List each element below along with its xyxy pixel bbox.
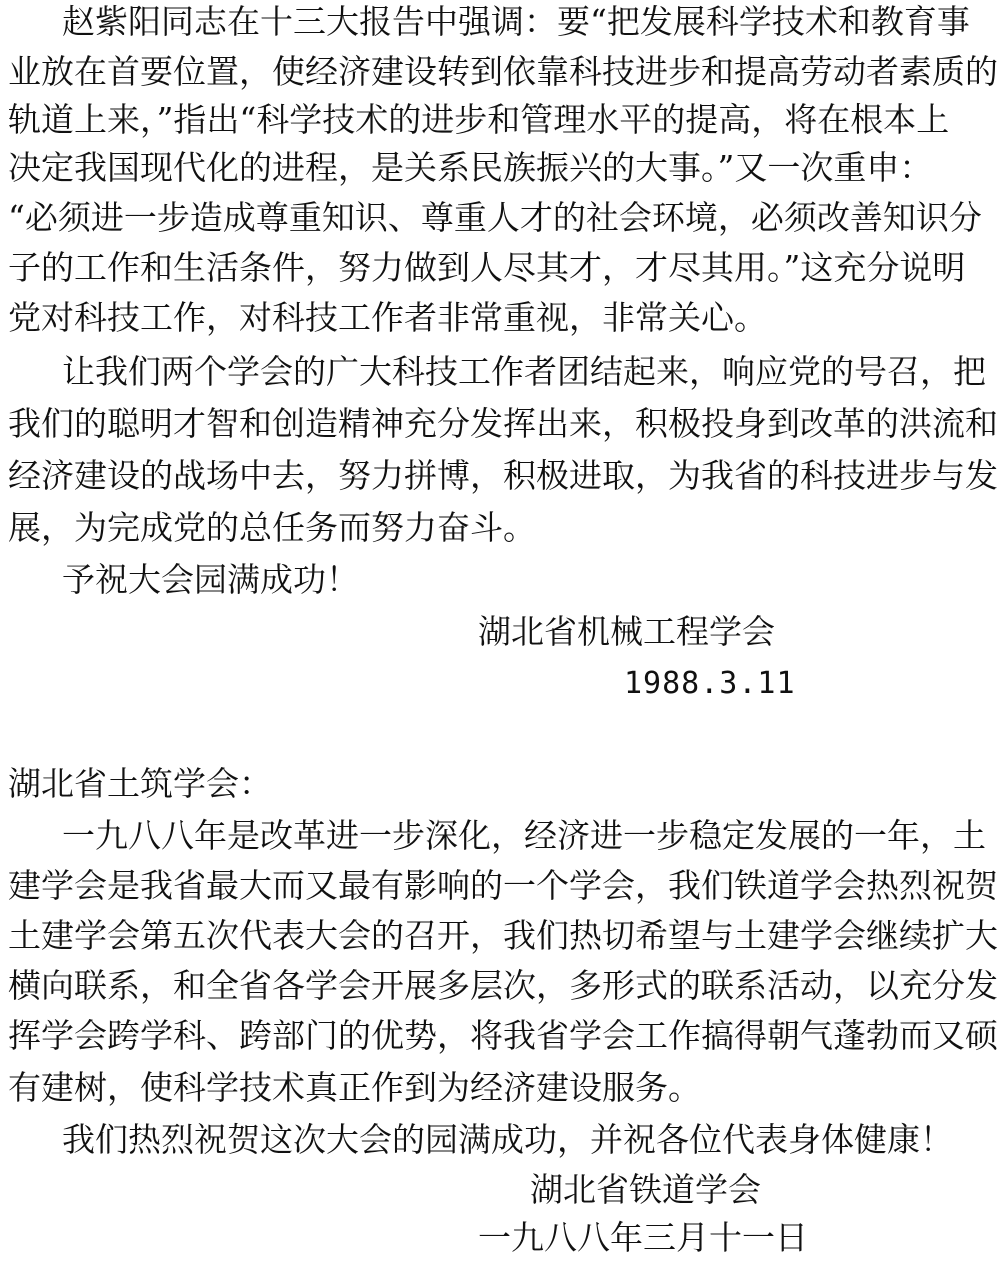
letter1-line-1: 赵紫阳同志在十三大报告中强调：要“把发展科学技术和教育事 bbox=[62, 2, 970, 41]
letter2-line-5: 挥学会跨学科、跨部门的优势，将我省学会工作搞得朝气蓬勃而又硕 bbox=[8, 1016, 998, 1055]
letter1-line-9: 我们的聪明才智和创造精神充分发挥出来，积极投身到改革的洪流和 bbox=[8, 404, 998, 443]
letter1-line-2: 业放在首要位置，使经济建设转到依靠科技进步和提高劳动者素质的 bbox=[8, 52, 998, 91]
letter2-closing: 我们热烈祝贺这次大会的园满成功，并祝各位代表身体健康！ bbox=[62, 1120, 953, 1159]
letter1-signature: 湖北省机械工程学会 bbox=[478, 612, 775, 651]
letter2-line-6: 有建树，使科学技术真正作到为经济建设服务。 bbox=[8, 1068, 701, 1107]
letter2-line-4: 横向联系，和全省各学会开展多层次，多形式的联系活动，以充分发 bbox=[8, 966, 998, 1005]
letter1-closing: 予祝大会园满成功！ bbox=[62, 560, 359, 599]
letter1-line-3: 轨道上来，”指出“科学技术的进步和管理水平的提高，将在根本上 bbox=[8, 100, 950, 139]
letter2-salutation: 湖北省土筑学会： bbox=[8, 764, 272, 803]
letter1-line-4: 决定我国现代化的进程，是关系民族振兴的大事。”又一次重申： bbox=[8, 148, 933, 187]
letter2-line-3: 土建学会第五次代表大会的召开，我们热切希望与土建学会继续扩大 bbox=[8, 916, 998, 955]
letter1-line-7: 党对科技工作，对科技工作者非常重视，非常关心。 bbox=[8, 298, 767, 337]
letter1-line-6: 子的工作和生活条件，努力做到人尽其才，才尽其用。”这充分说明 bbox=[8, 248, 966, 287]
letter1-line-5: “必须进一步造成尊重知识、尊重人才的社会环境，必须改善知识分 bbox=[8, 198, 982, 237]
letter2-line-1: 一九八八年是改革进一步深化，经济进一步稳定发展的一年，土 bbox=[62, 816, 986, 855]
letter1-line-8: 让我们两个学会的广大科技工作者团结起来，响应党的号召，把 bbox=[62, 352, 986, 391]
letter1-line-10: 经济建设的战场中去，努力拼博，积极进取，为我省的科技进步与发 bbox=[8, 456, 998, 495]
letter2-signature: 湖北省铁道学会 bbox=[530, 1170, 761, 1209]
letter2-line-2: 建学会是我省最大而又最有影响的一个学会，我们铁道学会热烈祝贺 bbox=[8, 866, 998, 905]
letter1-date: 1988.3.11 bbox=[624, 666, 796, 701]
letter2-date: 一九八八年三月十一日 bbox=[478, 1218, 808, 1257]
letter1-line-11: 展，为完成党的总任务而努力奋斗。 bbox=[8, 508, 536, 547]
